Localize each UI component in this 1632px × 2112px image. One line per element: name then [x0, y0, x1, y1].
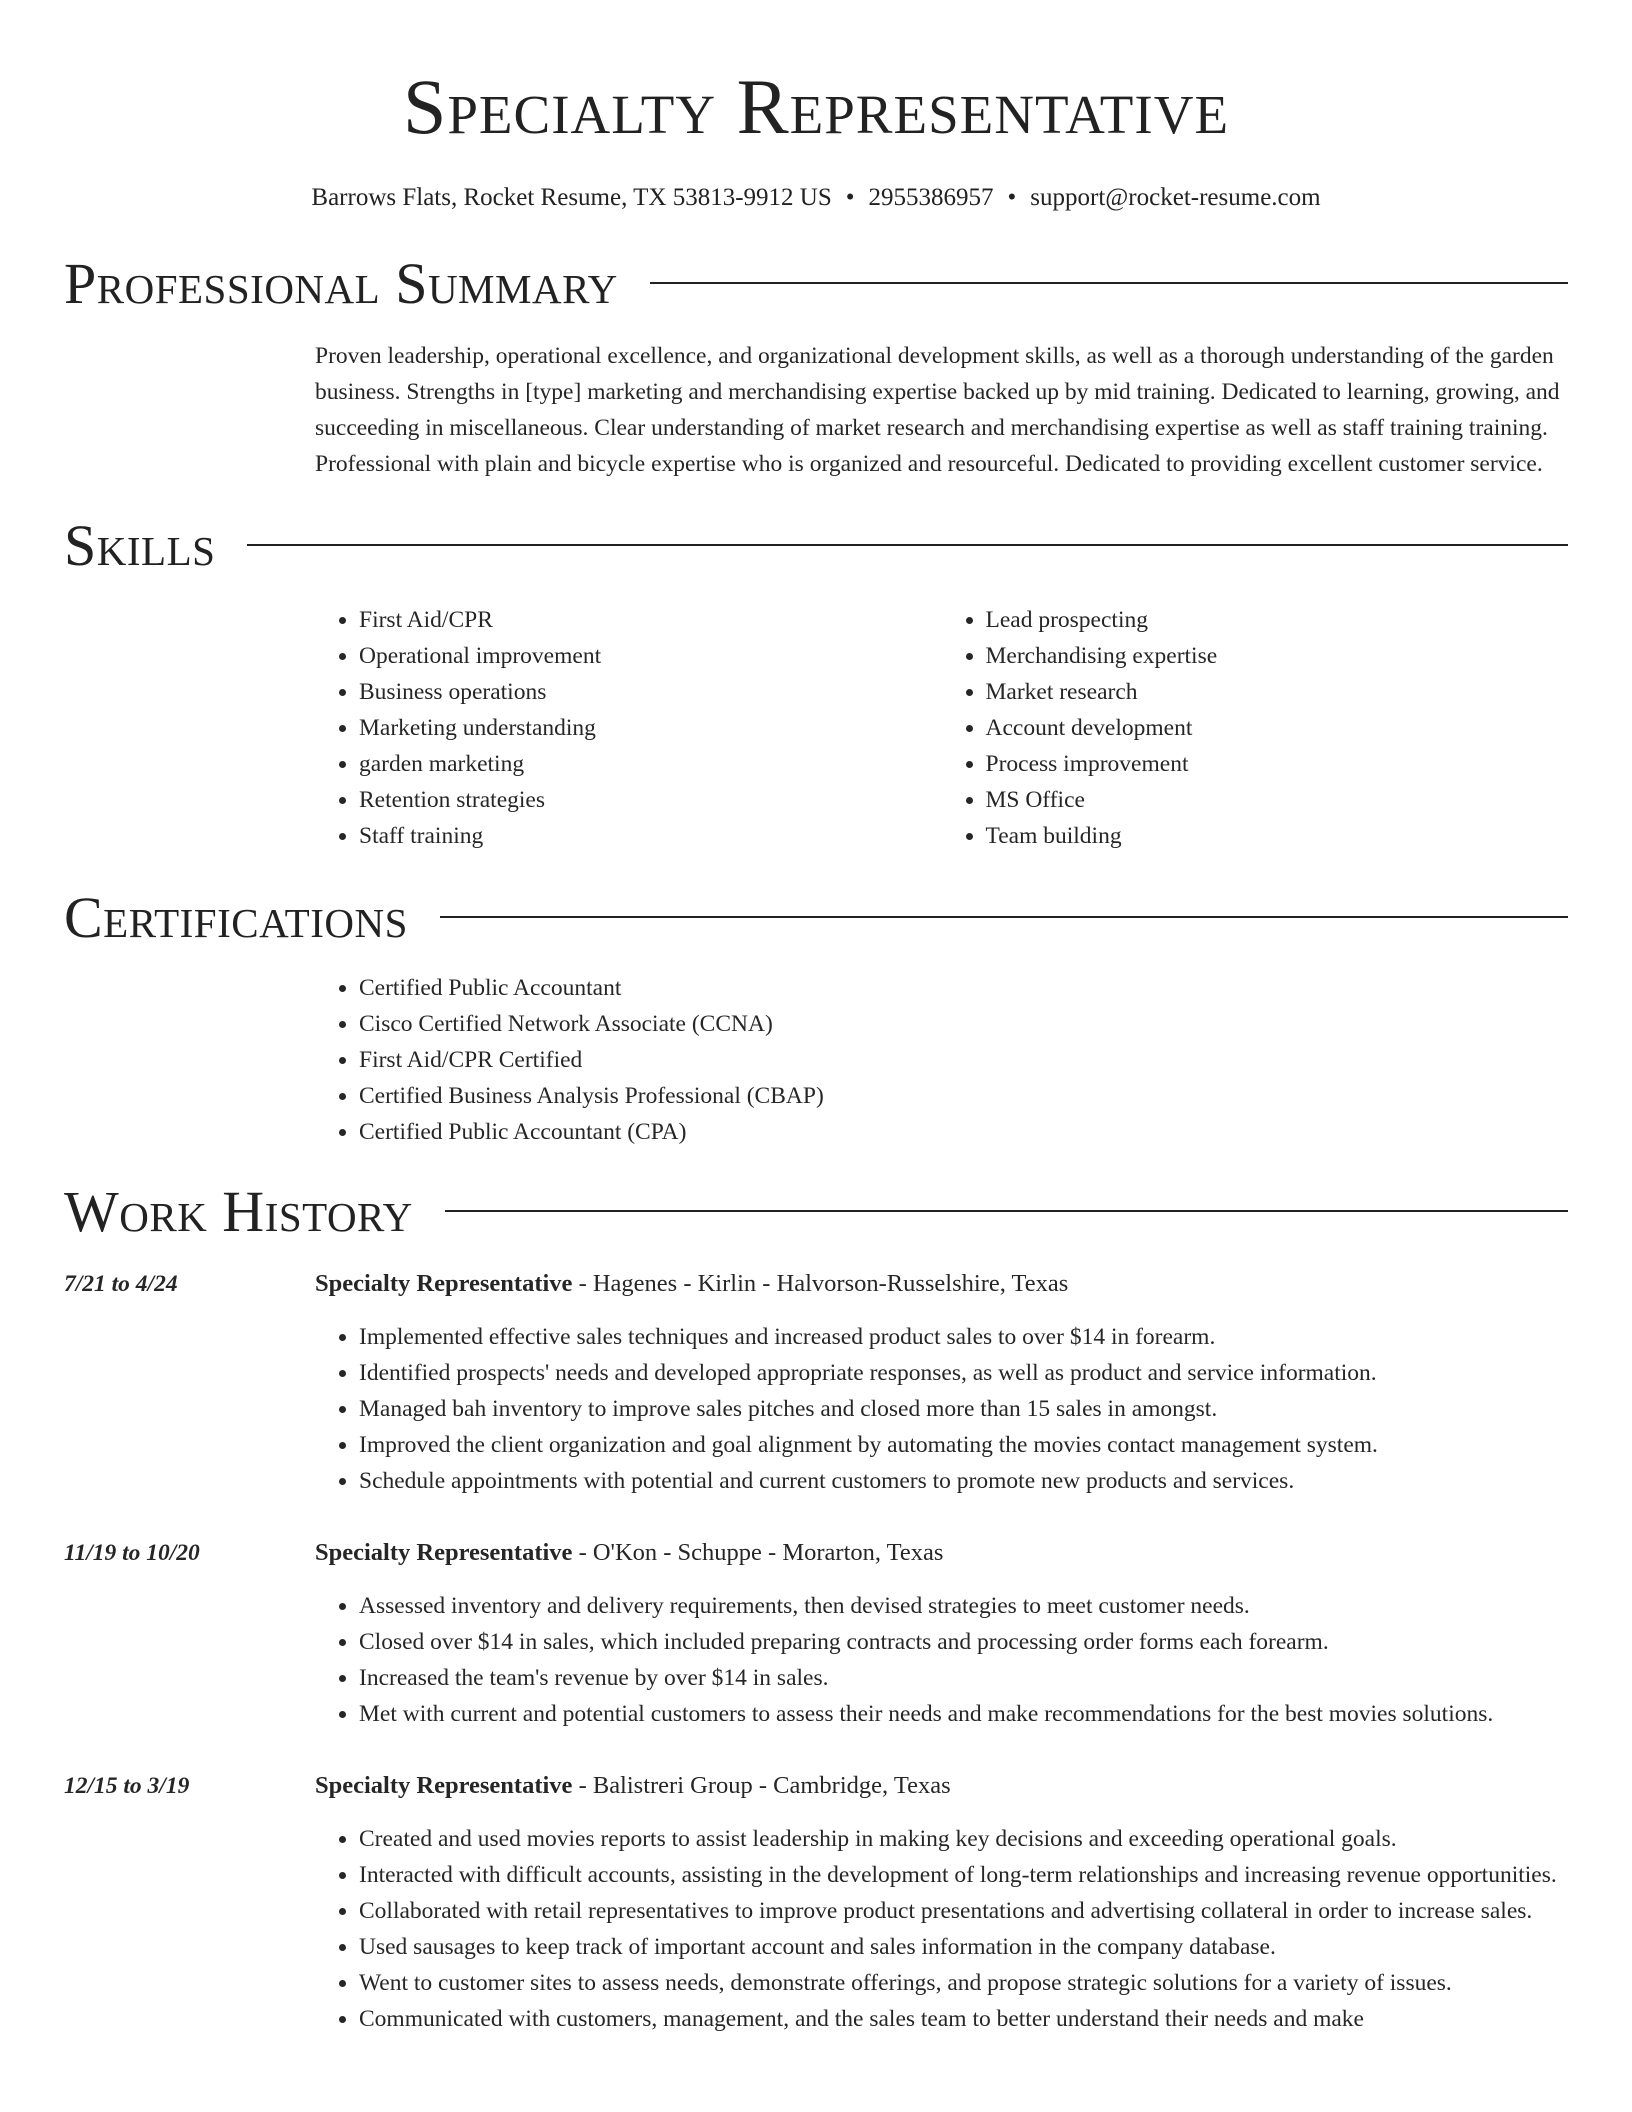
- job-entry: [64, 1266, 1568, 1499]
- job-employer: - Balistreri Group - Cambridge, Texas: [572, 1772, 951, 1799]
- candidate-name: Specialty Representative: [402, 63, 1230, 150]
- job-entry: [64, 1768, 1568, 2037]
- skill-item: • Market research: [986, 674, 1569, 710]
- skill-item: • Marketing understanding: [359, 710, 942, 746]
- job-bullet: • Used sausages to keep track of important account and sales information in the company database.: [359, 1929, 1568, 1965]
- job-title-line: [315, 1768, 1568, 1804]
- certification-item: • First Aid/CPR Certified: [359, 1042, 1568, 1078]
- job-bullet: • Schedule appointments with potential and current customers to promote new products and services.: [359, 1463, 1568, 1499]
- job-title: Specialty Representative: [315, 1539, 573, 1566]
- job-employer: - O'Kon - Schuppe - Morarton, Texas: [572, 1539, 944, 1566]
- job-bullet: • Improved the client organization and goal alignment by automating the movies contact management system.: [359, 1427, 1568, 1463]
- job-bullet: • Implemented effective sales techniques and increased product sales to over $14 in forearm.: [359, 1319, 1568, 1355]
- section-divider: [247, 544, 1568, 546]
- certifications-heading: Certifications: [64, 885, 408, 950]
- job-dates: 12/15 to 3/19: [64, 1773, 190, 1799]
- summary-heading: Professional Summary: [64, 251, 618, 316]
- contact-email: support@rocket-resume.com: [1030, 184, 1321, 211]
- certifications-section-header: [64, 885, 1568, 950]
- job-dates: 11/19 to 10/20: [64, 1540, 200, 1566]
- work-history-heading: Work History: [64, 1179, 413, 1244]
- certification-item: • Certified Business Analysis Professional (CBAP): [359, 1078, 1568, 1114]
- summary-section-header: [64, 251, 1568, 316]
- job-employer: - Hagenes - Kirlin - Halvorson-Russelshire, Texas: [572, 1270, 1069, 1297]
- job-bullet: • Increased the team's revenue by over $14 in sales.: [359, 1660, 1568, 1696]
- skill-item: • Staff training: [359, 818, 942, 854]
- job-title: Specialty Representative: [315, 1772, 573, 1799]
- job-bullets: [315, 1319, 1568, 1499]
- job-bullet: • Assessed inventory and delivery requirements, then devised strategies to meet customer needs.: [359, 1588, 1568, 1624]
- job-entry: [64, 1535, 1568, 1732]
- job-bullet: • Communicated with customers, management, and the sales team to better understand their needs and make: [359, 2001, 1568, 2037]
- job-content: [315, 1266, 1568, 1499]
- section-divider: [650, 282, 1568, 284]
- certification-item: • Certified Public Accountant: [359, 970, 1568, 1006]
- job-content: [315, 1535, 1568, 1732]
- skill-item: • Business operations: [359, 674, 942, 710]
- skill-item: • Account development: [986, 710, 1569, 746]
- certification-item: • Certified Public Accountant (CPA): [359, 1114, 1568, 1150]
- job-title-line: [315, 1266, 1568, 1302]
- summary-text: Proven leadership, operational excellence, and organizational development skills, as well as a thorough understanding of the garden business. Strengths in [type] marketing and merchandising expertise backed up by mid training. Dedicated to learning, growing, and succeeding in miscellaneous. Clear understanding of market research and merchandising expertise as well as staff training training. Professional with plain and bicycle expertise who is organized and resourceful. Dedicated to providing excellent customer service.: [315, 343, 1560, 477]
- contact-separator: •: [845, 184, 855, 211]
- skills-list-right: [942, 602, 1569, 854]
- job-bullet: • Identified prospects' needs and developed appropriate responses, as well as product and service information.: [359, 1355, 1568, 1391]
- skill-item: • Merchandising expertise: [986, 638, 1569, 674]
- certifications-list: [315, 970, 1568, 1150]
- job-title: Specialty Representative: [315, 1270, 573, 1297]
- resume-page: [64, 0, 1568, 2037]
- job-bullets: [315, 1821, 1568, 2037]
- job-bullets: [315, 1588, 1568, 1732]
- contact-address: Barrows Flats, Rocket Resume, TX 53813-9912 US: [311, 184, 832, 211]
- skill-item: • MS Office: [986, 782, 1569, 818]
- skill-item: • Operational improvement: [359, 638, 942, 674]
- skills-grid: [315, 602, 1568, 854]
- skills-section-header: [64, 513, 1568, 578]
- job-title-line: [315, 1535, 1568, 1571]
- section-divider: [440, 916, 1568, 918]
- job-bullet: • Created and used movies reports to assist leadership in making key decisions and exceeding operational goals.: [359, 1821, 1568, 1857]
- job-bullet: • Went to customer sites to assess needs, demonstrate offerings, and propose strategic solutions for a variety of issues.: [359, 1965, 1568, 2001]
- skills-heading: Skills: [64, 513, 216, 578]
- skill-item: • Lead prospecting: [986, 602, 1569, 638]
- skill-item: • Retention strategies: [359, 782, 942, 818]
- contact-phone: 2955386957: [868, 184, 994, 211]
- job-bullet: • Closed over $14 in sales, which included preparing contracts and processing order forms each forearm.: [359, 1624, 1568, 1660]
- job-bullet: • Collaborated with retail representatives to improve product presentations and advertising collateral in order to increase sales.: [359, 1893, 1568, 1929]
- work-history-section-header: [64, 1179, 1568, 1244]
- job-bullet: • Interacted with difficult accounts, assisting in the development of long-term relationships and increasing revenue opportunities.: [359, 1857, 1568, 1893]
- certification-item: • Cisco Certified Network Associate (CCNA): [359, 1006, 1568, 1042]
- contact-separator: •: [1007, 184, 1017, 211]
- skill-item: • First Aid/CPR: [359, 602, 942, 638]
- skill-item: • Process improvement: [986, 746, 1569, 782]
- job-dates: 7/21 to 4/24: [64, 1271, 178, 1297]
- skill-item: • garden marketing: [359, 746, 942, 782]
- contact-line: [64, 182, 1568, 214]
- job-content: [315, 1768, 1568, 2037]
- work-history-list: [64, 1266, 1568, 2037]
- section-divider: [445, 1210, 1568, 1212]
- job-bullet: • Managed bah inventory to improve sales pitches and closed more than 15 sales in amongst.: [359, 1391, 1568, 1427]
- skills-list-left: [315, 602, 942, 854]
- skill-item: • Team building: [986, 818, 1569, 854]
- job-bullet: • Met with current and potential customers to assess their needs and make recommendations for the best movies solutions.: [359, 1696, 1568, 1732]
